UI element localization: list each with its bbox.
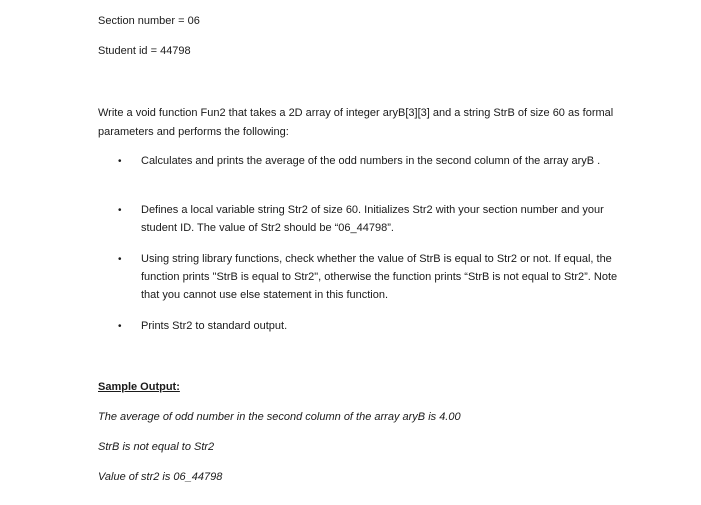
bullet-text: Prints Str2 to standard output.	[141, 320, 288, 332]
student-id-line: Student id = 44798	[98, 45, 191, 57]
sample-output-line: StrB is not equal to Str2	[98, 441, 215, 453]
bullet-text: Using string library functions, check whether the value of StrB is equal to Str2 or not. If equal, the function prints "StrB is equal to Str2", otherwise the function prints “StrB is not equal to Str2”. Note that you cannot use else statement in this function.	[141, 253, 618, 301]
bullet-icon: •	[118, 205, 122, 216]
bullet-icon: •	[118, 156, 122, 167]
bullet-icon: •	[118, 321, 122, 332]
section-number-line: Section number = 06	[98, 15, 200, 27]
sample-output-line: Value of str2 is 06_44798	[98, 471, 223, 483]
bullet-text: Defines a local variable string Str2 of size 60. Initializes Str2 with your section number and your student ID. The value of Str2 should be “06_44798”.	[141, 204, 604, 234]
sample-output-heading: Sample Output:	[98, 381, 180, 393]
bullet-text: Calculates and prints the average of the odd numbers in the second column of the array aryB .	[141, 155, 601, 167]
sample-output-line: The average of odd number in the second column of the array aryB is 4.00	[98, 411, 461, 423]
task-intro: Write a void function Fun2 that takes a 2D array of integer aryB[3][3] and a string StrB of size 60 as formal parameters and performs the following:	[98, 107, 614, 138]
bullet-icon: •	[118, 254, 122, 265]
